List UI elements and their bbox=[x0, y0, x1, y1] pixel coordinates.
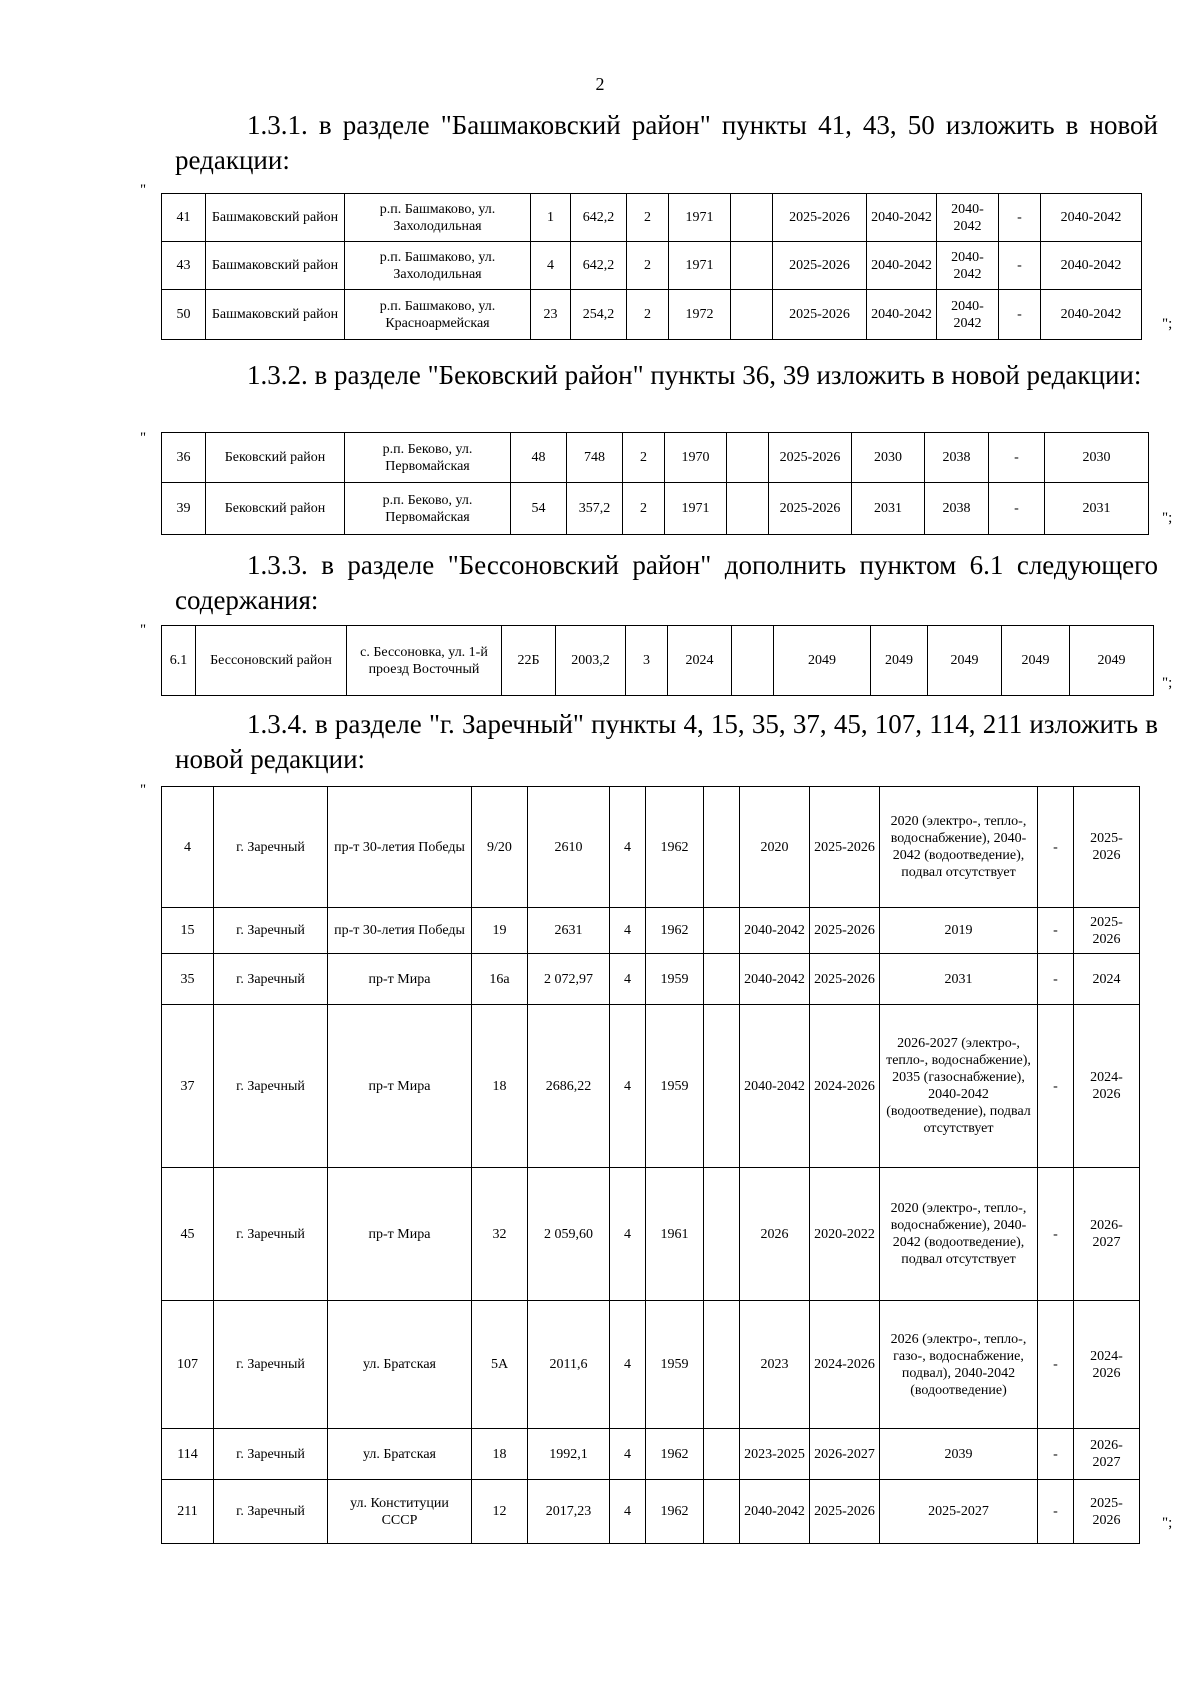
table-cell: 19 bbox=[472, 908, 528, 954]
table-cell: 2040-2042 bbox=[937, 194, 999, 242]
table-cell bbox=[727, 483, 769, 535]
table-cell: 2031 bbox=[880, 954, 1038, 1005]
table-cell: р.п. Башмаково, ул. Захолодильная bbox=[345, 194, 531, 242]
table-cell: 4 bbox=[531, 242, 571, 290]
open-quote: " bbox=[140, 430, 147, 446]
table-cell: 5А bbox=[472, 1301, 528, 1429]
table-cell: 2026-2027 bbox=[1074, 1429, 1140, 1480]
table-cell: 2040-2042 bbox=[1041, 194, 1142, 242]
table-cell: - bbox=[989, 433, 1045, 483]
table-cell: 2049 bbox=[774, 626, 871, 696]
table-cell: 2025-2026 bbox=[810, 954, 880, 1005]
table-cell: 2025-2026 bbox=[810, 908, 880, 954]
table-cell: 1992,1 bbox=[528, 1429, 610, 1480]
section-1-3-3-text: 1.3.3. в разделе "Бессоновский район" дополнить пунктом 6.1 следующего содержания: bbox=[175, 550, 1158, 615]
table-cell: 1962 bbox=[646, 1480, 704, 1544]
table-cell: 2040-2042 bbox=[1041, 290, 1142, 340]
table-row bbox=[162, 483, 1149, 535]
table-cell: 32 bbox=[472, 1168, 528, 1301]
table-cell: 748 bbox=[567, 433, 623, 483]
table-cell: 1959 bbox=[646, 1005, 704, 1168]
table-cell bbox=[704, 1429, 740, 1480]
table-cell: 2049 bbox=[928, 626, 1002, 696]
table-cell: 2631 bbox=[528, 908, 610, 954]
table-cell: 2 bbox=[623, 483, 665, 535]
table-cell: 2610 bbox=[528, 787, 610, 908]
table-cell: 4 bbox=[610, 787, 646, 908]
table-cell: р.п. Беково, ул. Первомайская bbox=[345, 433, 511, 483]
section-1-3-4-text: 1.3.4. в разделе "г. Заречный" пункты 4, 15, 35, 37, 45, 107, 114, 211 изложить в новой редакции: bbox=[175, 709, 1158, 774]
table-cell bbox=[731, 194, 773, 242]
table-cell bbox=[704, 787, 740, 908]
table-cell: 2040-2042 bbox=[1041, 242, 1142, 290]
table-cell: 4 bbox=[610, 1168, 646, 1301]
open-quote: " bbox=[140, 782, 147, 798]
close-quote: "; bbox=[1162, 675, 1173, 691]
table-cell: пр-т 30-летия Победы bbox=[328, 908, 472, 954]
table-cell: 39 bbox=[162, 483, 206, 535]
table-cell: 2025-2026 bbox=[773, 242, 867, 290]
table-cell: 2023-2025 bbox=[740, 1429, 810, 1480]
table-cell: - bbox=[1038, 1301, 1074, 1429]
table-row bbox=[162, 954, 1140, 1005]
table-cell: - bbox=[1038, 787, 1074, 908]
table-cell: 2049 bbox=[1070, 626, 1154, 696]
section-1-3-3-table bbox=[161, 625, 1154, 696]
table-cell: 2024-2026 bbox=[1074, 1301, 1140, 1429]
table-cell: 4 bbox=[610, 1005, 646, 1168]
table-cell: 2025-2026 bbox=[769, 433, 852, 483]
table-cell: 18 bbox=[472, 1429, 528, 1480]
table-cell: 2040-2042 bbox=[867, 290, 937, 340]
table-cell: Бековский район bbox=[206, 483, 345, 535]
table-cell: 2040-2042 bbox=[740, 1005, 810, 1168]
table-cell: 2025-2026 bbox=[810, 1480, 880, 1544]
table-cell: 2030 bbox=[1045, 433, 1149, 483]
table-cell: 2040-2042 bbox=[740, 908, 810, 954]
table-cell: 1 bbox=[531, 194, 571, 242]
table-cell: 107 bbox=[162, 1301, 214, 1429]
table-cell bbox=[704, 954, 740, 1005]
table-cell: 6.1 bbox=[162, 626, 196, 696]
table-cell: 4 bbox=[610, 1301, 646, 1429]
close-quote: "; bbox=[1162, 1515, 1173, 1531]
table-cell: 2019 bbox=[880, 908, 1038, 954]
table-cell: 2 bbox=[623, 433, 665, 483]
table-cell: 1971 bbox=[665, 483, 727, 535]
table-cell: пр-т 30-летия Победы bbox=[328, 787, 472, 908]
table-cell: 2025-2026 bbox=[1074, 1480, 1140, 1544]
table-cell: г. Заречный bbox=[214, 954, 328, 1005]
section-1-3-1-text: 1.3.1. в разделе "Башмаковский район" пункты 41, 43, 50 изложить в новой редакции: bbox=[175, 110, 1158, 175]
table-cell: 2020-2022 bbox=[810, 1168, 880, 1301]
table-cell: 2039 bbox=[880, 1429, 1038, 1480]
table-cell: р.п. Беково, ул. Первомайская bbox=[345, 483, 511, 535]
table-cell: 15 bbox=[162, 908, 214, 954]
table-cell: Бековский район bbox=[206, 433, 345, 483]
table-cell: 1962 bbox=[646, 787, 704, 908]
table-cell: - bbox=[1038, 1168, 1074, 1301]
table-cell: 357,2 bbox=[567, 483, 623, 535]
table-cell: 43 bbox=[162, 242, 206, 290]
table-cell: 2 072,97 bbox=[528, 954, 610, 1005]
table-cell: 2020 bbox=[740, 787, 810, 908]
open-quote: " bbox=[140, 622, 147, 638]
table-cell: 2025-2026 bbox=[773, 194, 867, 242]
table-cell: 642,2 bbox=[571, 194, 627, 242]
table-cell bbox=[704, 1301, 740, 1429]
table-cell: 3 bbox=[626, 626, 668, 696]
table-cell: ул. Конституции СССР bbox=[328, 1480, 472, 1544]
table-cell: г. Заречный bbox=[214, 908, 328, 954]
table-cell: 2020 (электро-, тепло-, водоснабжение), 2040- 2042 (водоотведение), подвал отсутствует bbox=[880, 787, 1038, 908]
table-cell: 1972 bbox=[669, 290, 731, 340]
table-cell: - bbox=[1038, 908, 1074, 954]
table-cell: - bbox=[999, 194, 1041, 242]
table-cell: 37 bbox=[162, 1005, 214, 1168]
table-cell: 2026-2027 bbox=[810, 1429, 880, 1480]
table-cell: 2038 bbox=[925, 483, 989, 535]
table-row bbox=[162, 908, 1140, 954]
table-cell: 2024-2026 bbox=[1074, 1005, 1140, 1168]
table-cell: 2003,2 bbox=[556, 626, 626, 696]
table-cell: 2024-2026 bbox=[810, 1005, 880, 1168]
table-row bbox=[162, 242, 1142, 290]
table-cell: 2049 bbox=[1002, 626, 1070, 696]
table-cell: 114 bbox=[162, 1429, 214, 1480]
table-cell: - bbox=[1038, 954, 1074, 1005]
table-cell: 2025-2026 bbox=[769, 483, 852, 535]
table-cell: - bbox=[1038, 1005, 1074, 1168]
table-cell: 4 bbox=[610, 908, 646, 954]
table-cell: 2040-2042 bbox=[867, 242, 937, 290]
table-row bbox=[162, 1480, 1140, 1544]
table-row bbox=[162, 433, 1149, 483]
section-1-3-2-text: 1.3.2. в разделе "Бековский район" пункты 36, 39 изложить в новой редакции: bbox=[247, 360, 1142, 390]
table-cell: 211 bbox=[162, 1480, 214, 1544]
table-cell: 1962 bbox=[646, 1429, 704, 1480]
table-cell: 2026-2027 (электро-, тепло-, водоснабжение), 2035 (газоснабжение), 2040-2042 (водоотведение), подвал отсутствует bbox=[880, 1005, 1038, 1168]
table-row bbox=[162, 1005, 1140, 1168]
table-cell: 2040-2042 bbox=[867, 194, 937, 242]
table-cell: 1959 bbox=[646, 954, 704, 1005]
table-cell: - bbox=[999, 290, 1041, 340]
table-cell: г. Заречный bbox=[214, 1005, 328, 1168]
table-cell bbox=[704, 1480, 740, 1544]
table-row bbox=[162, 1429, 1140, 1480]
table-cell: Башмаковский район bbox=[206, 194, 345, 242]
table-cell: 2024-2026 bbox=[810, 1301, 880, 1429]
table-cell: 2026-2027 bbox=[1074, 1168, 1140, 1301]
table-cell: 1961 bbox=[646, 1168, 704, 1301]
open-quote: " bbox=[140, 182, 147, 198]
table-cell: - bbox=[1038, 1429, 1074, 1480]
table-cell bbox=[704, 908, 740, 954]
table-row bbox=[162, 787, 1140, 908]
section-1-3-2-table bbox=[161, 432, 1149, 535]
table-cell: 23 bbox=[531, 290, 571, 340]
table-cell: 2026 (электро-, тепло-, газо-, водоснабжение, подвал), 2040-2042 (водоотведение) bbox=[880, 1301, 1038, 1429]
table-cell bbox=[727, 433, 769, 483]
table-cell: ул. Братская bbox=[328, 1429, 472, 1480]
table-cell: 2 bbox=[627, 242, 669, 290]
table-cell: 2024 bbox=[668, 626, 732, 696]
table-cell: 2020 (электро-, тепло-, водоснабжение), 2040-2042 (водоотведение), подвал отсутствует bbox=[880, 1168, 1038, 1301]
table-cell: 2011,6 bbox=[528, 1301, 610, 1429]
table-cell: 22Б bbox=[502, 626, 556, 696]
table-cell: 2026 bbox=[740, 1168, 810, 1301]
table-cell: 254,2 bbox=[571, 290, 627, 340]
table-cell bbox=[731, 242, 773, 290]
table-cell: 36 bbox=[162, 433, 206, 483]
table-cell: 4 bbox=[162, 787, 214, 908]
table-cell: 2 059,60 bbox=[528, 1168, 610, 1301]
table-cell: р.п. Башмаково, ул. Красноармейская bbox=[345, 290, 531, 340]
table-cell: 1959 bbox=[646, 1301, 704, 1429]
table-cell: 2049 bbox=[871, 626, 928, 696]
table-cell: 18 bbox=[472, 1005, 528, 1168]
table-cell bbox=[732, 626, 774, 696]
table-row bbox=[162, 1301, 1140, 1429]
table-cell: 45 bbox=[162, 1168, 214, 1301]
table-cell: г. Заречный bbox=[214, 1429, 328, 1480]
table-cell: 642,2 bbox=[571, 242, 627, 290]
table-cell: 2030 bbox=[852, 433, 925, 483]
table-cell: 2 bbox=[627, 194, 669, 242]
table-cell: г. Заречный bbox=[214, 1301, 328, 1429]
page-number: 2 bbox=[595, 74, 605, 94]
table-cell: Бессоновский район bbox=[196, 626, 347, 696]
table-cell: г. Заречный bbox=[214, 1480, 328, 1544]
table-cell: 2040-2042 bbox=[740, 954, 810, 1005]
table-cell: 4 bbox=[610, 1429, 646, 1480]
table-cell: пр-т Мира bbox=[328, 1005, 472, 1168]
table-cell: 2031 bbox=[852, 483, 925, 535]
table-cell: 50 bbox=[162, 290, 206, 340]
table-cell: 1971 bbox=[669, 194, 731, 242]
table-cell: 1971 bbox=[669, 242, 731, 290]
table-cell: 16а bbox=[472, 954, 528, 1005]
table-cell: 2686,22 bbox=[528, 1005, 610, 1168]
table-cell: пр-т Мира bbox=[328, 1168, 472, 1301]
close-quote: "; bbox=[1162, 510, 1173, 526]
table-cell: - bbox=[989, 483, 1045, 535]
table-cell: 4 bbox=[610, 954, 646, 1005]
table-cell: 2 bbox=[627, 290, 669, 340]
table-cell: 2040-2042 bbox=[740, 1480, 810, 1544]
table-cell: 2025-2026 bbox=[773, 290, 867, 340]
table-cell: 4 bbox=[610, 1480, 646, 1544]
table-cell: 41 bbox=[162, 194, 206, 242]
table-cell: с. Бессоновка, ул. 1-й проезд Восточный bbox=[347, 626, 502, 696]
table-cell: 2025-2026 bbox=[1074, 908, 1140, 954]
table-cell: 2025-2026 bbox=[1074, 787, 1140, 908]
table-cell bbox=[704, 1005, 740, 1168]
table-cell: - bbox=[1038, 1480, 1074, 1544]
table-cell: 2040-2042 bbox=[937, 242, 999, 290]
table-cell: ул. Братская bbox=[328, 1301, 472, 1429]
table-row bbox=[162, 290, 1142, 340]
table-cell: Башмаковский район bbox=[206, 290, 345, 340]
table-cell: 2031 bbox=[1045, 483, 1149, 535]
table-cell: 12 bbox=[472, 1480, 528, 1544]
table-cell: р.п. Башмаково, ул. Захолодильная bbox=[345, 242, 531, 290]
table-cell: 54 bbox=[511, 483, 567, 535]
table-cell: г. Заречный bbox=[214, 1168, 328, 1301]
table-cell: 1970 bbox=[665, 433, 727, 483]
table-cell: 2025-2027 bbox=[880, 1480, 1038, 1544]
table-cell: 9/20 bbox=[472, 787, 528, 908]
section-1-3-1-table bbox=[161, 193, 1142, 340]
table-cell bbox=[704, 1168, 740, 1301]
table-cell: Башмаковский район bbox=[206, 242, 345, 290]
table-cell: 48 bbox=[511, 433, 567, 483]
section-1-3-4-table bbox=[161, 786, 1140, 1544]
table-row bbox=[162, 626, 1154, 696]
table-row bbox=[162, 194, 1142, 242]
table-cell: 1962 bbox=[646, 908, 704, 954]
table-cell: 2024 bbox=[1074, 954, 1140, 1005]
table-cell: 2038 bbox=[925, 433, 989, 483]
table-cell: пр-т Мира bbox=[328, 954, 472, 1005]
table-cell: 2023 bbox=[740, 1301, 810, 1429]
table-cell: 35 bbox=[162, 954, 214, 1005]
table-cell: 2040-2042 bbox=[937, 290, 999, 340]
table-cell: 2017,23 bbox=[528, 1480, 610, 1544]
table-cell bbox=[731, 290, 773, 340]
table-cell: 2025-2026 bbox=[810, 787, 880, 908]
table-cell: г. Заречный bbox=[214, 787, 328, 908]
table-cell: - bbox=[999, 242, 1041, 290]
table-row bbox=[162, 1168, 1140, 1301]
close-quote: "; bbox=[1162, 316, 1173, 332]
